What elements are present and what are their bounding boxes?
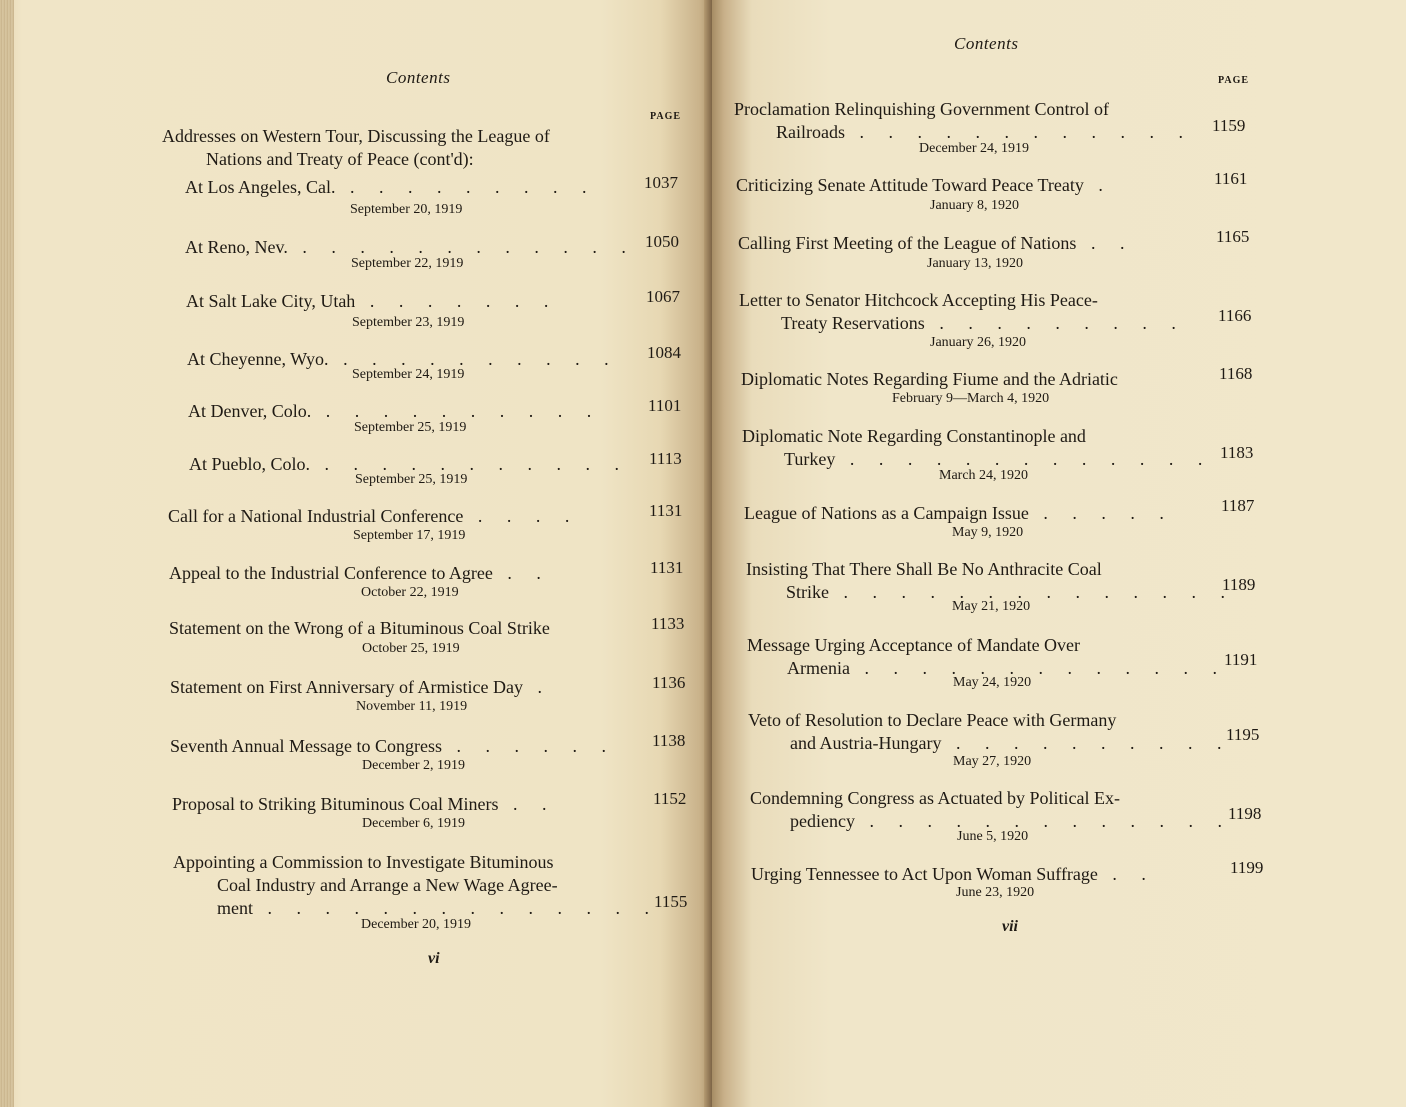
toc-entry: Appointing a Commission to Investigate Bituminous Coal Industry and Arrange a New Wage Agree- ment . . . . . . . . . . . . . . [173,852,659,918]
entry-page-number: 1159 [1212,116,1246,135]
entry-title: Proclamation Relinquishing Government Control of [734,99,1109,119]
entry-date: September 24, 1919 [352,367,465,382]
toc-entry: Proposal to Striking Bituminous Coal Miners . . [172,794,557,814]
toc-entry: At Los Angeles, Cal. . . . . . . . . . [185,177,597,197]
entry-date: May 24, 1920 [953,675,1032,690]
entry-title: At Cheyenne, Wyo. [187,349,329,369]
entry-title: Appeal to the Industrial Conference to Agree [169,563,493,583]
entry-date: September 22, 1919 [351,256,464,271]
entry-date: January 26, 1920 [930,335,1027,350]
page-folio: vi [428,950,440,967]
entry-date: October 22, 1919 [361,585,459,600]
toc-entry: At Salt Lake City, Utah . . . . . . . [186,291,559,311]
entry-title: Call for a National Industrial Conference [168,506,464,526]
toc-entry: At Denver, Colo. . . . . . . . . . . [188,401,602,421]
toc-entry: Call for a National Industrial Conference . . . . [168,506,580,526]
toc-entry: At Reno, Nev. . . . . . . . . . . . . [185,237,636,257]
toc-entry: League of Nations as a Campaign Issue . . . . . [744,503,1174,523]
entry-title: Diplomatic Notes Regarding Fiume and the Adriatic [741,369,1118,389]
entry-page-number: 1199 [1230,858,1264,877]
toc-entry: Letter to Senator Hitchcock Accepting His Peace- Treaty Reservations . . . . . . . . . [739,290,1186,333]
entry-page-number: 1183 [1220,443,1254,462]
entry-title: At Denver, Colo. [188,401,312,421]
toc-entry [169,617,550,640]
entry-title: Calling First Meeting of the League of Nations [738,233,1077,253]
entry-title: Appointing a Commission to Investigate Bituminous [173,852,554,872]
entry-title: Veto of Resolution to Declare Peace with Germany [748,710,1117,730]
entry-page-number: 1198 [1228,804,1262,823]
entry-page-number: 1136 [652,673,686,692]
entry-date: September 23, 1919 [352,315,465,330]
entry-date: November 11, 1919 [356,699,468,714]
entry-date: October 25, 1919 [362,641,460,656]
entry-page-number: 1050 [645,232,679,251]
entry-page-number: 1138 [652,731,686,750]
entry-page-number: 1101 [648,396,682,415]
entry-title: At Reno, Nev. [185,237,288,257]
toc-entry: Seventh Annual Message to Congress . . . . . . [170,736,616,756]
toc-entry [741,368,1118,391]
entry-title: League of Nations as a Campaign Issue [744,503,1029,523]
entry-title: Urging Tennessee to Act Upon Woman Suffrage [751,864,1098,884]
entry-page-number: 1084 [647,343,681,362]
entry-page-number: 1187 [1221,496,1255,515]
entry-page-number: 1152 [653,789,687,808]
toc-entry: Appeal to the Industrial Conference to Agree . . [169,563,551,583]
running-header: Contents [954,34,1019,53]
entry-title: Proposal to Striking Bituminous Coal Miners [172,794,499,814]
entry-date: December 6, 1919 [362,816,466,831]
entry-date: September 25, 1919 [354,420,467,435]
entry-title: Letter to Senator Hitchcock Accepting His Peace- [739,290,1098,310]
entry-date: December 2, 1919 [362,758,466,773]
entry-date: September 20, 1919 [350,202,463,217]
page-edges [0,0,14,1107]
entry-date: December 24, 1919 [919,141,1030,156]
entry-date: March 24, 1920 [939,468,1029,483]
toc-entry: At Cheyenne, Wyo. . . . . . . . . . . [187,349,619,369]
entry-page-number: 1166 [1218,306,1252,325]
entry-page-number: 1113 [649,449,682,468]
entry-title: At Pueblo, Colo. [189,454,311,474]
entry-page-number: 1168 [1219,364,1253,383]
section-title: Addresses on Western Tour, Discussing the League of Nations and Treaty of Peace (cont'd): [162,126,550,169]
entry-page-number: 1155 [654,892,688,911]
toc-entry: Criticizing Senate Attitude Toward Peace Treaty . [736,175,1113,195]
entry-page-number: 1067 [646,287,680,306]
toc-entry: Message Urging Acceptance of Mandate Over Armenia . . . . . . . . . . . . . [747,635,1227,678]
toc-entry: Diplomatic Note Regarding Constantinople and Turkey . . . . . . . . . . . . . [742,426,1213,469]
entry-title: At Los Angeles, Cal. [185,177,336,197]
entry-date: May 27, 1920 [953,754,1032,769]
entry-date: June 23, 1920 [956,885,1035,900]
entry-date: September 17, 1919 [353,528,466,543]
toc-entry: At Pueblo, Colo. . . . . . . . . . . . [189,454,630,474]
entry-title: Seventh Annual Message to Congress [170,736,442,756]
toc-entry: Statement on First Anniversary of Armistice Day . [170,677,552,697]
entry-title: At Salt Lake City, Utah [186,291,356,311]
entry-date: May 21, 1920 [952,599,1031,614]
entry-title: Condemning Congress as Actuated by Political Ex- [750,788,1120,808]
entry-title: Criticizing Senate Attitude Toward Peace Treaty [736,175,1084,195]
entry-date: May 9, 1920 [952,525,1024,540]
entry-title: Statement on the Wrong of a Bituminous Coal Strike [169,618,550,638]
entry-date: September 25, 1919 [355,472,468,487]
entry-date: February 9—March 4, 1920 [892,391,1050,406]
entry-page-number: 1037 [644,173,678,192]
entry-page-number: 1131 [650,558,684,577]
right-page [712,0,1406,1107]
entry-date: December 20, 1919 [361,917,472,932]
entry-date: June 5, 1920 [957,829,1029,844]
toc-entry: Calling First Meeting of the League of Nations . . [738,233,1135,253]
toc-entry: Condemning Congress as Actuated by Political Ex- pediency . . . . . . . . . . . . . [750,788,1232,831]
toc-entry: Veto of Resolution to Declare Peace with Germany and Austria-Hungary . . . . . . . . . . [748,710,1232,753]
page-folio: vii [1002,918,1018,935]
page-column-label: PAGE [1218,75,1250,86]
entry-page-number: 1133 [651,614,685,633]
entry-page-number: 1161 [1214,169,1248,188]
page-column-label: PAGE [650,111,682,122]
entry-date: January 13, 1920 [927,256,1024,271]
entry-date: January 8, 1920 [930,198,1020,213]
entry-title: Insisting That There Shall Be No Anthracite Coal [746,559,1102,579]
running-header: Contents [386,68,451,87]
entry-page-number: 1131 [649,501,683,520]
entry-page-number: 1165 [1216,227,1250,246]
toc-entry: Proclamation Relinquishing Government Control of Railroads . . . . . . . . . . . . [734,99,1193,142]
entry-page-number: 1189 [1222,575,1256,594]
entry-title: Diplomatic Note Regarding Constantinople and [742,426,1086,446]
entry-page-number: 1195 [1226,725,1260,744]
entry-title: Statement on First Anniversary of Armistice Day [170,677,523,697]
toc-entry: Insisting That There Shall Be No Anthracite Coal Strike . . . . . . . . . . . . . . [746,559,1235,602]
toc-entry: Urging Tennessee to Act Upon Woman Suffrage . . [751,864,1156,884]
entry-page-number: 1191 [1224,650,1258,669]
entry-title: Message Urging Acceptance of Mandate Over [747,635,1081,655]
